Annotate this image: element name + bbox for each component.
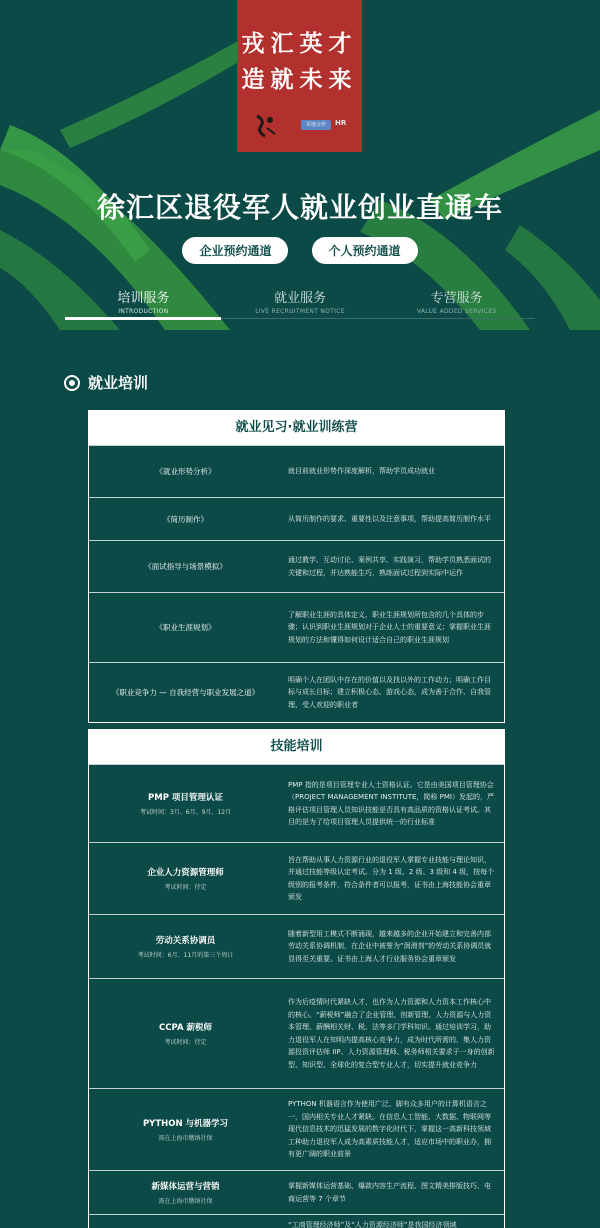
section-heading	[64, 372, 148, 393]
cert-note: 需在上海市缴纳社保	[158, 1198, 213, 1205]
course-desc: 通过教学、互动讨论、案例共享、实践演习，帮助学员熟悉面试的关键和过程，并达熟能生巧，熟练面试过程到实际中运作	[288, 556, 491, 577]
course-name: 《简历制作》	[163, 514, 208, 524]
booking-buttons	[0, 237, 600, 264]
tab-training[interactable]	[65, 287, 222, 321]
cert-desc: 掌握新媒体运营基础、爆款内容生产流程、图文精美排版技巧、电商运营等 7 个章节	[288, 1182, 491, 1203]
tab-sublabel: VALUE ADDED SERVICES	[416, 308, 497, 315]
cert-name: 劳动关系协调员	[155, 936, 216, 946]
cert-name: CCPA 薪税师	[159, 1023, 212, 1033]
table-row	[89, 764, 504, 842]
table-row	[89, 1170, 504, 1214]
page-title: 徐汇区退役军人就业创业直通车	[96, 191, 503, 224]
course-desc: 从简历制作的要求、重要性以及注意事项，帮助提高简历制作水平	[288, 514, 491, 523]
enterprise-booking-button[interactable]: 企业预约通道	[182, 237, 288, 264]
hero-area	[0, 0, 600, 330]
table-row	[89, 914, 504, 978]
course-name: 《职业竞争力 — 自我经营与职业发展之道》	[111, 688, 260, 697]
course-name: 《面试指导与场景模拟》	[144, 562, 227, 571]
tab-sublabel: INTRODUCTION	[118, 308, 169, 315]
table-row	[89, 1088, 504, 1170]
tab-special[interactable]	[378, 287, 535, 321]
cert-desc: PMP 指的是项目管理专业人士资格认证。它是由美国项目管理协会（PROJECT MANAGEMENT INSTITUTE，简称 PMI）发起的，严格评估项目管理人员知识技能是否具有高品质的资格认证考试。其目的是为了给项目管理人员提供统一的行业标准	[288, 780, 494, 826]
table-row	[89, 978, 504, 1088]
partner-logo-b: HR	[335, 119, 347, 127]
course-desc: 了解职业生涯的具体定义、职业生涯规划所包含的几个具体的步骤；认识到职业生涯规划对于企业人士的重要意义；掌握职业生涯规划的方法和懂得如何设计适合自己的职业生涯规划	[288, 610, 491, 644]
cert-desc-partial: “工商管理经济师”及“人力资源经济师”是我国经济领域	[288, 1221, 457, 1228]
course-desc: 就目前就业形势作深度解析，帮助学员成功就业	[288, 467, 435, 476]
camp-card	[88, 410, 505, 723]
cert-desc: 旨在帮助从事人力资源行业的退役军人掌握专业技能与理论知识，并通过技能等级认定考试。分为 1 级、2 级、3 级和 4 级，按每个级别的报考条件，符合条件者可以报考，证书由上海技能协会重章颁发	[288, 855, 495, 901]
course-desc: 明确个人在团队中存在的价值以及找以外的工作动力；明确工作目标与成长目标；建立积极心态、游戏心态，成为善于合作、自我管理、受人欢迎的职业者	[288, 675, 491, 709]
skills-card	[88, 729, 505, 1228]
service-tabs	[65, 287, 535, 321]
slogan-line-2: 造就未来	[241, 66, 358, 93]
table-row	[89, 497, 504, 540]
tab-label: 就业服务	[274, 291, 327, 306]
cert-note: 考试时间：待定	[164, 884, 207, 891]
cert-name: 企业人力资源管理师	[147, 868, 224, 878]
tab-sublabel: LIVE RECRUITMENT NOTICE	[255, 308, 345, 315]
cert-note: 考试时间：3月、6月、9月、12月	[139, 809, 232, 816]
cert-desc: 随着新型用工模式不断涌现，越来越多的企业开始建立和完善内部劳动关系协调机制，在企业中被誉为“润滑剂”的劳动关系协调员就显得至关重要。证书由上海人才行业服务协会重章颁发	[288, 929, 492, 963]
tab-underline	[65, 318, 535, 319]
table-row	[89, 445, 504, 497]
logo-brush-icon	[251, 112, 277, 138]
cert-name: PYTHON 与机器学习	[142, 1119, 229, 1129]
cert-cell	[89, 979, 282, 1088]
table-row	[89, 1214, 504, 1228]
cert-cell	[89, 843, 282, 914]
tab-label: 培训服务	[117, 291, 170, 306]
cert-name: 新媒体运营与营销	[151, 1182, 220, 1192]
cert-cell	[89, 765, 282, 842]
card-title: 就业见习·就业训练营	[89, 411, 504, 445]
cert-desc: PYTHON 机器语言作为使用广泛、脚有众多用户的计算机语言之一，国内相关专业人才紧缺。在信息人工智能、大数据、物联网等现代信息技术的迅猛发展的数字化时代下，掌握这一高新科技领域工种助力退役军人成为高素质技能人才，适应市场中的职业办，拥有更广阔的职业前景	[288, 1100, 491, 1159]
cert-note: 需在上海市缴纳社保	[158, 1135, 213, 1142]
card-title: 技能培训	[89, 730, 504, 764]
cert-desc: 作为后疫情时代紧缺人才，也作为人力资源和人力资本工作核心中的核心。“薪税师”融合了企业管理、创新管理、人力资源与人力资本管理、薪酬相关财、税、法等多门学科知识。通过培训学习，助力退役军人在知明内提高核心竞争力，成为时代所需的、集人力资源投资评估师 IIP、人力资源管理师、税务师相关要求于一身的创新型、知识型、全球化的复合型专业人才，切实提升就业竞争力	[288, 998, 495, 1069]
cert-note: 考试时间：待定	[164, 1039, 207, 1046]
tab-label: 专营服务	[430, 291, 483, 306]
partner-logos	[249, 110, 350, 140]
cert-cell	[89, 915, 282, 978]
active-tab-indicator	[65, 317, 221, 320]
tab-employment[interactable]	[222, 287, 379, 321]
course-name: 《职业生涯规划》	[155, 623, 216, 632]
slogan-line-1: 戎汇英才	[241, 30, 358, 57]
cert-cell	[89, 1171, 282, 1214]
personal-booking-button[interactable]: 个人预约通道	[312, 237, 418, 264]
table-row	[89, 592, 504, 662]
table-row	[89, 842, 504, 914]
course-name: 《就业形势分析》	[155, 467, 216, 476]
section-title: 就业培训	[88, 374, 149, 392]
table-row	[89, 662, 504, 722]
cert-note: 考试时间：6月、11月的第三个周日	[137, 952, 234, 959]
target-icon	[64, 375, 80, 391]
cert-cell	[89, 1215, 282, 1228]
cert-name: PMP 项目管理认证	[148, 793, 223, 803]
table-row	[89, 540, 504, 592]
cert-cell	[89, 1089, 282, 1170]
slogan-banner	[237, 0, 362, 152]
partner-logo-a: 军地合作	[301, 120, 331, 130]
